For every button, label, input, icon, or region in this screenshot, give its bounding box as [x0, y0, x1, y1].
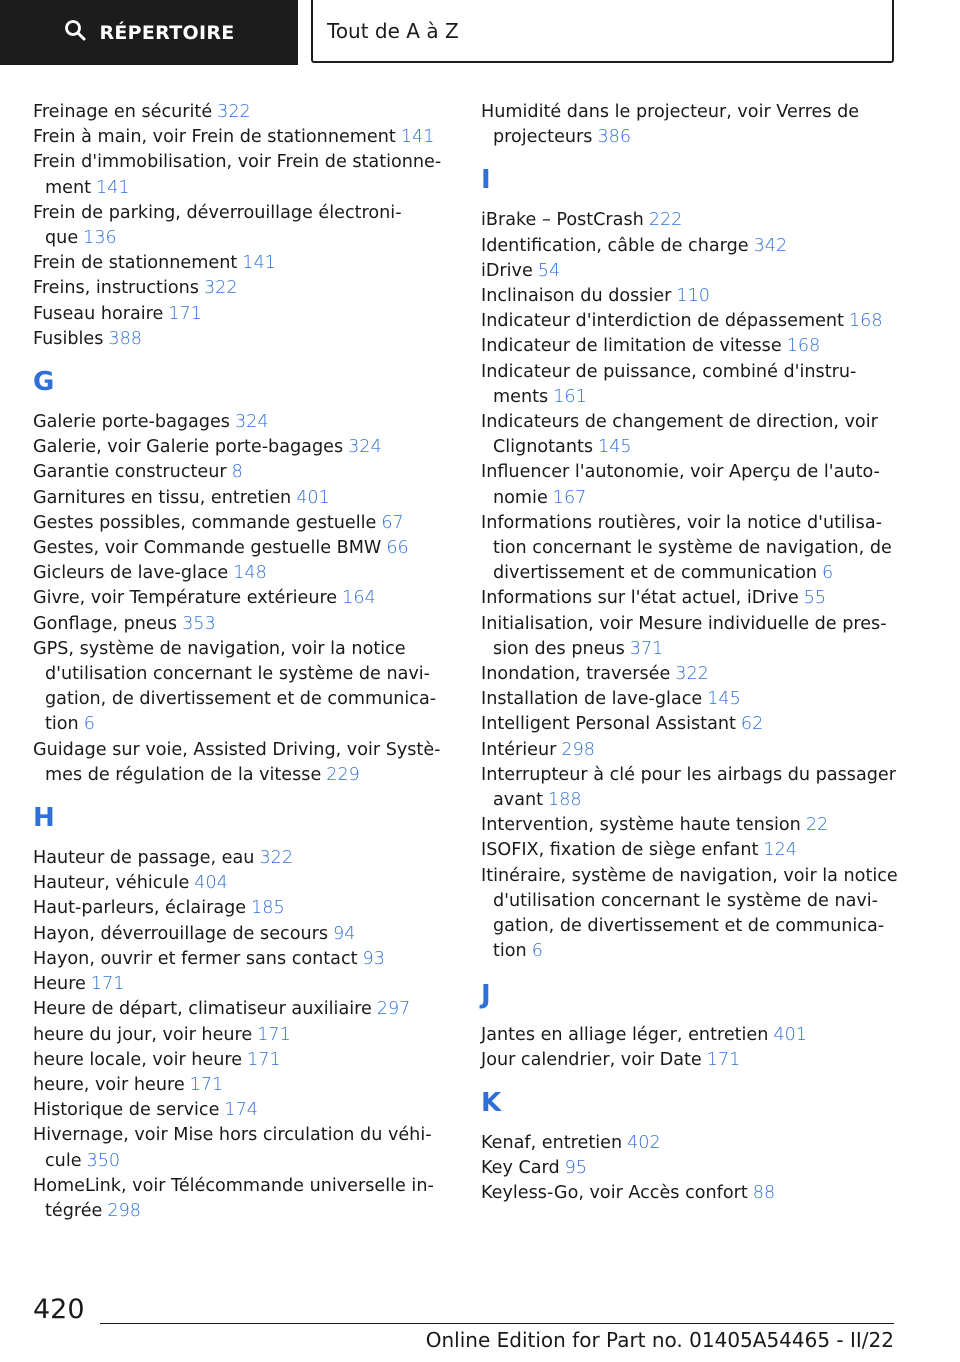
- index-entry-text: Indicateur de limitation de vitesse: [481, 336, 782, 357]
- page-link[interactable]: 350: [86, 1150, 121, 1171]
- page-link[interactable]: 66: [386, 538, 409, 559]
- page-link[interactable]: 145: [598, 437, 632, 458]
- section-letter: H: [33, 803, 55, 834]
- page-link[interactable]: 6: [83, 714, 95, 735]
- page-link[interactable]: 298: [561, 739, 595, 760]
- top-navigation: [0, 0, 960, 66]
- index-entry-text: Intelligent Personal Assistant: [481, 714, 736, 735]
- index-entry: [481, 208, 901, 233]
- index-entry-text: Freinage en sécurité: [33, 102, 213, 122]
- index-entry-text: Haut-parleurs, éclairage: [33, 898, 247, 919]
- page-link[interactable]: 6: [531, 941, 543, 962]
- section-letter: J: [481, 979, 491, 1010]
- index-entry: [33, 435, 453, 460]
- index-entry-text: sion des pneus: [493, 638, 625, 659]
- index-entry: [33, 846, 453, 871]
- index-entry-text: Intervention, système haute tension: [481, 815, 801, 836]
- page-link[interactable]: 164: [342, 588, 376, 609]
- index-entry: [481, 838, 901, 863]
- index-entry: [481, 712, 901, 737]
- index-entry: [33, 1023, 453, 1048]
- index-entry-text: nomie: [493, 487, 548, 508]
- index-entry: [481, 687, 901, 712]
- page-link[interactable]: 148: [233, 563, 267, 584]
- index-entry-text: Garantie constructeur: [33, 462, 227, 483]
- index-entry-text: Hauteur de passage, eau: [33, 848, 255, 869]
- index-entry-text: ments: [493, 386, 549, 407]
- index-entry-text: Initialisation, voir Mesure individuelle de pres-: [481, 613, 887, 634]
- index-entry-text: Frein de parking, déverrouillage électroni-: [33, 202, 402, 223]
- index-entry-text: Humidité dans le projecteur, voir Verres de: [481, 102, 860, 122]
- index-entry: [33, 738, 453, 788]
- index-entry: [33, 561, 453, 586]
- index-entry-text: que: [45, 228, 79, 249]
- index-entry: [33, 972, 453, 997]
- page-link[interactable]: 167: [552, 487, 587, 508]
- page-link[interactable]: 88: [752, 1183, 776, 1204]
- index-entry: [33, 100, 453, 125]
- index-entry-text: Galerie porte-bagages: [33, 412, 230, 433]
- index-entry: [481, 410, 901, 460]
- index-entry-text: Jour calendrier, voir Date: [481, 1049, 702, 1070]
- index-entry: [33, 896, 453, 921]
- index-entry-text: HomeLink, voir Télécommande universelle in-: [33, 1175, 434, 1196]
- page-link[interactable]: 322: [259, 848, 294, 869]
- index-entry: [33, 410, 453, 435]
- index-entry: [33, 637, 453, 738]
- index-entry: [481, 763, 901, 813]
- page-link[interactable]: 222: [648, 210, 683, 231]
- index-entry: [33, 586, 453, 611]
- tab-tout-de-a-a-z[interactable]: [311, 0, 894, 63]
- tab-repertoire-label: RÉPERTOIRE: [99, 21, 235, 44]
- index-entry: [33, 302, 453, 327]
- page-link[interactable]: 171: [247, 1049, 281, 1070]
- index-entry-text: Hayon, ouvrir et fermer sans contact: [33, 948, 358, 969]
- index-entry-text: Garnitures en tissu, entretien: [33, 487, 292, 508]
- index-entry: [33, 201, 453, 251]
- page-link[interactable]: 141: [400, 127, 435, 148]
- index-entry: [33, 1174, 453, 1224]
- page-link[interactable]: 168: [786, 336, 821, 357]
- page-link[interactable]: 62: [740, 714, 764, 735]
- index-entry: [33, 327, 453, 352]
- index-entry-text: Clignotants: [493, 437, 594, 458]
- page-link[interactable]: 322: [203, 278, 238, 299]
- page-link[interactable]: 161: [553, 386, 587, 407]
- index-entry: [481, 864, 901, 965]
- index-entry: [33, 947, 453, 972]
- page-link[interactable]: 67: [381, 512, 404, 533]
- page-link[interactable]: 22: [805, 815, 829, 836]
- index-entry: [33, 997, 453, 1022]
- page-link[interactable]: 229: [326, 764, 360, 785]
- page-link[interactable]: 95: [564, 1158, 588, 1179]
- index-entry-text: Indicateur de puissance, combiné d'instru-: [481, 361, 857, 382]
- index-entry: [481, 334, 901, 359]
- index-entry: [33, 460, 453, 485]
- index-entry-text: tégrée: [45, 1200, 103, 1221]
- index-entry: [481, 662, 901, 687]
- section-letter: K: [481, 1087, 502, 1118]
- section-letter: I: [481, 165, 491, 196]
- page-link[interactable]: 324: [348, 437, 382, 458]
- page-link[interactable]: 342: [753, 235, 788, 256]
- index-entry-text: tion: [45, 714, 79, 735]
- page-link[interactable]: 8: [231, 462, 243, 483]
- index-entry-text: projecteurs: [493, 127, 593, 148]
- page-link[interactable]: 353: [182, 613, 216, 634]
- page-link[interactable]: 171: [257, 1024, 291, 1045]
- index-entry-text: Keyless-Go, voir Accès confort: [481, 1183, 748, 1204]
- index-entry-text: iDrive: [481, 260, 533, 281]
- index-entry-text: cule: [45, 1150, 82, 1171]
- index-entry-text: Intérieur: [481, 739, 557, 760]
- index-entry-text: Hauteur, véhicule: [33, 873, 190, 894]
- index-entry: [33, 150, 453, 200]
- page-link[interactable]: 171: [189, 1074, 224, 1095]
- index-entry: [481, 1181, 901, 1206]
- page-link[interactable]: 55: [803, 588, 827, 609]
- index-entry: [481, 284, 901, 309]
- index-entry-text: iBrake – PostCrash: [481, 210, 644, 231]
- index-entry-text: Kenaf, entretien: [481, 1132, 623, 1153]
- index-entry: [33, 536, 453, 561]
- index-entry-text: heure locale, voir heure: [33, 1049, 243, 1070]
- index-entry-text: heure, voir heure: [33, 1074, 185, 1095]
- index-entry: [481, 511, 901, 587]
- footer-divider: [100, 1323, 894, 1324]
- page-link[interactable]: 401: [296, 487, 330, 508]
- index-column-left: [33, 100, 453, 1224]
- index-entry: [33, 871, 453, 896]
- index-entry: [481, 360, 901, 410]
- section-letter: G: [33, 367, 55, 398]
- page-link[interactable]: 188: [548, 790, 582, 811]
- index-entry: [33, 276, 453, 301]
- index-entry-text: Gestes, voir Commande gestuelle BMW: [33, 538, 382, 559]
- index-entry-text: Interrupteur à clé pour les airbags du passager: [481, 764, 896, 785]
- index-entry-text: Informations sur l'état actuel, iDrive: [481, 588, 799, 609]
- index-entry-text: heure du jour, voir heure: [33, 1024, 253, 1045]
- page-link[interactable]: 371: [629, 638, 664, 659]
- index-entry-text: Gicleurs de lave-glace: [33, 563, 229, 584]
- page-link[interactable]: 136: [83, 228, 117, 249]
- index-entry: [481, 234, 901, 259]
- index-entry-text: Frein à main, voir Frein de stationnement: [33, 127, 396, 148]
- edition-note: Online Edition for Part no. 01405A54465 - II/22: [425, 1328, 894, 1352]
- index-entry: [481, 259, 901, 284]
- page-link[interactable]: 386: [597, 127, 632, 148]
- index-entry-text: gation, de divertissement et de communica-: [45, 689, 437, 710]
- page-link[interactable]: 145: [707, 689, 741, 710]
- index-entry-text: Guidage sur voie, Assisted Driving, voir Systè-: [33, 739, 441, 760]
- index-entry-text: Identification, câble de charge: [481, 235, 749, 256]
- index-entry: [33, 125, 453, 150]
- page-link[interactable]: 94: [333, 923, 356, 944]
- page-link[interactable]: 322: [675, 664, 709, 685]
- index-entry-text: d'utilisation concernant le système de navi-: [45, 664, 431, 685]
- page-link[interactable]: 171: [90, 974, 125, 995]
- page-link[interactable]: 93: [362, 948, 385, 969]
- search-icon: [63, 18, 87, 47]
- index-entry: [481, 738, 901, 763]
- page-link[interactable]: 6: [822, 563, 834, 584]
- page-link[interactable]: 141: [96, 177, 130, 198]
- index-entry-text: Inclinaison du dossier: [481, 286, 672, 307]
- index-entry-text: Gonflage, pneus: [33, 613, 178, 634]
- index-entry-text: Historique de service: [33, 1100, 220, 1121]
- index-entry-text: Informations routières, voir la notice d'utilisa-: [481, 512, 882, 533]
- index-entry-text: mes de régulation de la vitesse: [45, 764, 322, 785]
- index-entry-text: ISOFIX, fixation de siège enfant: [481, 840, 759, 861]
- index-entry-text: Itinéraire, système de navigation, voir la notice: [481, 865, 898, 886]
- page-link[interactable]: 297: [376, 999, 411, 1020]
- index-entry-text: Galerie, voir Galerie porte-bagages: [33, 437, 344, 458]
- index-entry-text: ment: [45, 177, 92, 198]
- index-entry: [481, 1131, 901, 1156]
- index-column-right: [481, 100, 901, 1207]
- index-entry-text: tion: [493, 941, 527, 962]
- index-entry-text: Fuseau horaire: [33, 303, 164, 324]
- index-entry: [481, 586, 901, 611]
- index-entry-text: divertissement et de communication: [493, 563, 818, 584]
- page-link[interactable]: 298: [107, 1200, 141, 1221]
- index-entry-text: Fusibles: [33, 328, 104, 349]
- page-link[interactable]: 171: [706, 1049, 741, 1070]
- index-entry: [481, 1156, 901, 1181]
- page-link[interactable]: 402: [627, 1132, 661, 1153]
- index-entry-text: d'utilisation concernant le système de navi-: [493, 890, 879, 911]
- index-entry-text: Jantes en alliage léger, entretien: [481, 1024, 769, 1045]
- page-link[interactable]: 388: [108, 328, 143, 349]
- index-entry-text: avant: [493, 790, 544, 811]
- index-entry-text: Frein de stationnement: [33, 253, 238, 274]
- index-entry-text: Inondation, traversée: [481, 664, 671, 685]
- index-entry-text: GPS, système de navigation, voir la notice: [33, 638, 406, 659]
- index-entry: [33, 1098, 453, 1123]
- index-entry-text: Influencer l'autonomie, voir Aperçu de l'auto-: [481, 462, 880, 483]
- page-link[interactable]: 110: [676, 286, 710, 307]
- index-entry-text: Freins, instructions: [33, 278, 199, 299]
- index-entry-text: Heure: [33, 974, 86, 995]
- index-entry: [481, 309, 901, 334]
- index-entry-text: Frein d'immobilisation, voir Frein de stationne-: [33, 152, 442, 173]
- index-entry-text: Hivernage, voir Mise hors circulation du véhi-: [33, 1125, 432, 1146]
- index-entry-text: tion concernant le système de navigation, de: [493, 538, 892, 559]
- index-entry-text: Installation de lave-glace: [481, 689, 703, 710]
- index-entry: [33, 1048, 453, 1073]
- page-number: 420: [33, 1294, 85, 1325]
- page-link[interactable]: 401: [773, 1024, 808, 1045]
- index-entry-text: Gestes possibles, commande gestuelle: [33, 512, 377, 533]
- index-entry-text: Key Card: [481, 1158, 560, 1179]
- page-link[interactable]: 174: [224, 1100, 259, 1121]
- index-entry: [33, 486, 453, 511]
- page-link[interactable]: 185: [251, 898, 285, 919]
- index-entry: [33, 612, 453, 637]
- index-entry: [481, 1048, 901, 1073]
- index-entry-text: Heure de départ, climatiseur auxiliaire: [33, 999, 372, 1020]
- index-entry: [33, 922, 453, 947]
- index-entry-text: gation, de divertissement et de communica-: [493, 916, 885, 937]
- index-entry: [481, 460, 901, 510]
- page-link[interactable]: 324: [234, 412, 269, 433]
- tab-repertoire[interactable]: [0, 0, 298, 65]
- page-link[interactable]: 141: [242, 253, 276, 274]
- page-link[interactable]: 171: [168, 303, 202, 324]
- page-link[interactable]: 322: [217, 102, 251, 122]
- index-entry: [33, 251, 453, 276]
- page-link[interactable]: 404: [194, 873, 228, 894]
- index-entry-text: Hayon, déverrouillage de secours: [33, 923, 329, 944]
- index-entry: [33, 1123, 453, 1173]
- tab-tout-de-a-a-z-label: Tout de A à Z: [327, 18, 459, 43]
- index-entry: [481, 1023, 901, 1048]
- index-entry: [481, 612, 901, 662]
- index-entry-text: Indicateurs de changement de direction, voir: [481, 412, 878, 433]
- index-entry-text: Givre, voir Température extérieure: [33, 588, 338, 609]
- index-entry: [481, 100, 901, 150]
- page-link[interactable]: 54: [537, 260, 561, 281]
- index-entry: [33, 511, 453, 536]
- index-entry: [33, 1073, 453, 1098]
- index-entry-text: Indicateur d'interdiction de dépassement: [481, 311, 844, 332]
- page-link[interactable]: 168: [848, 311, 883, 332]
- index-entry: [481, 813, 901, 838]
- page-link[interactable]: 124: [763, 840, 797, 861]
